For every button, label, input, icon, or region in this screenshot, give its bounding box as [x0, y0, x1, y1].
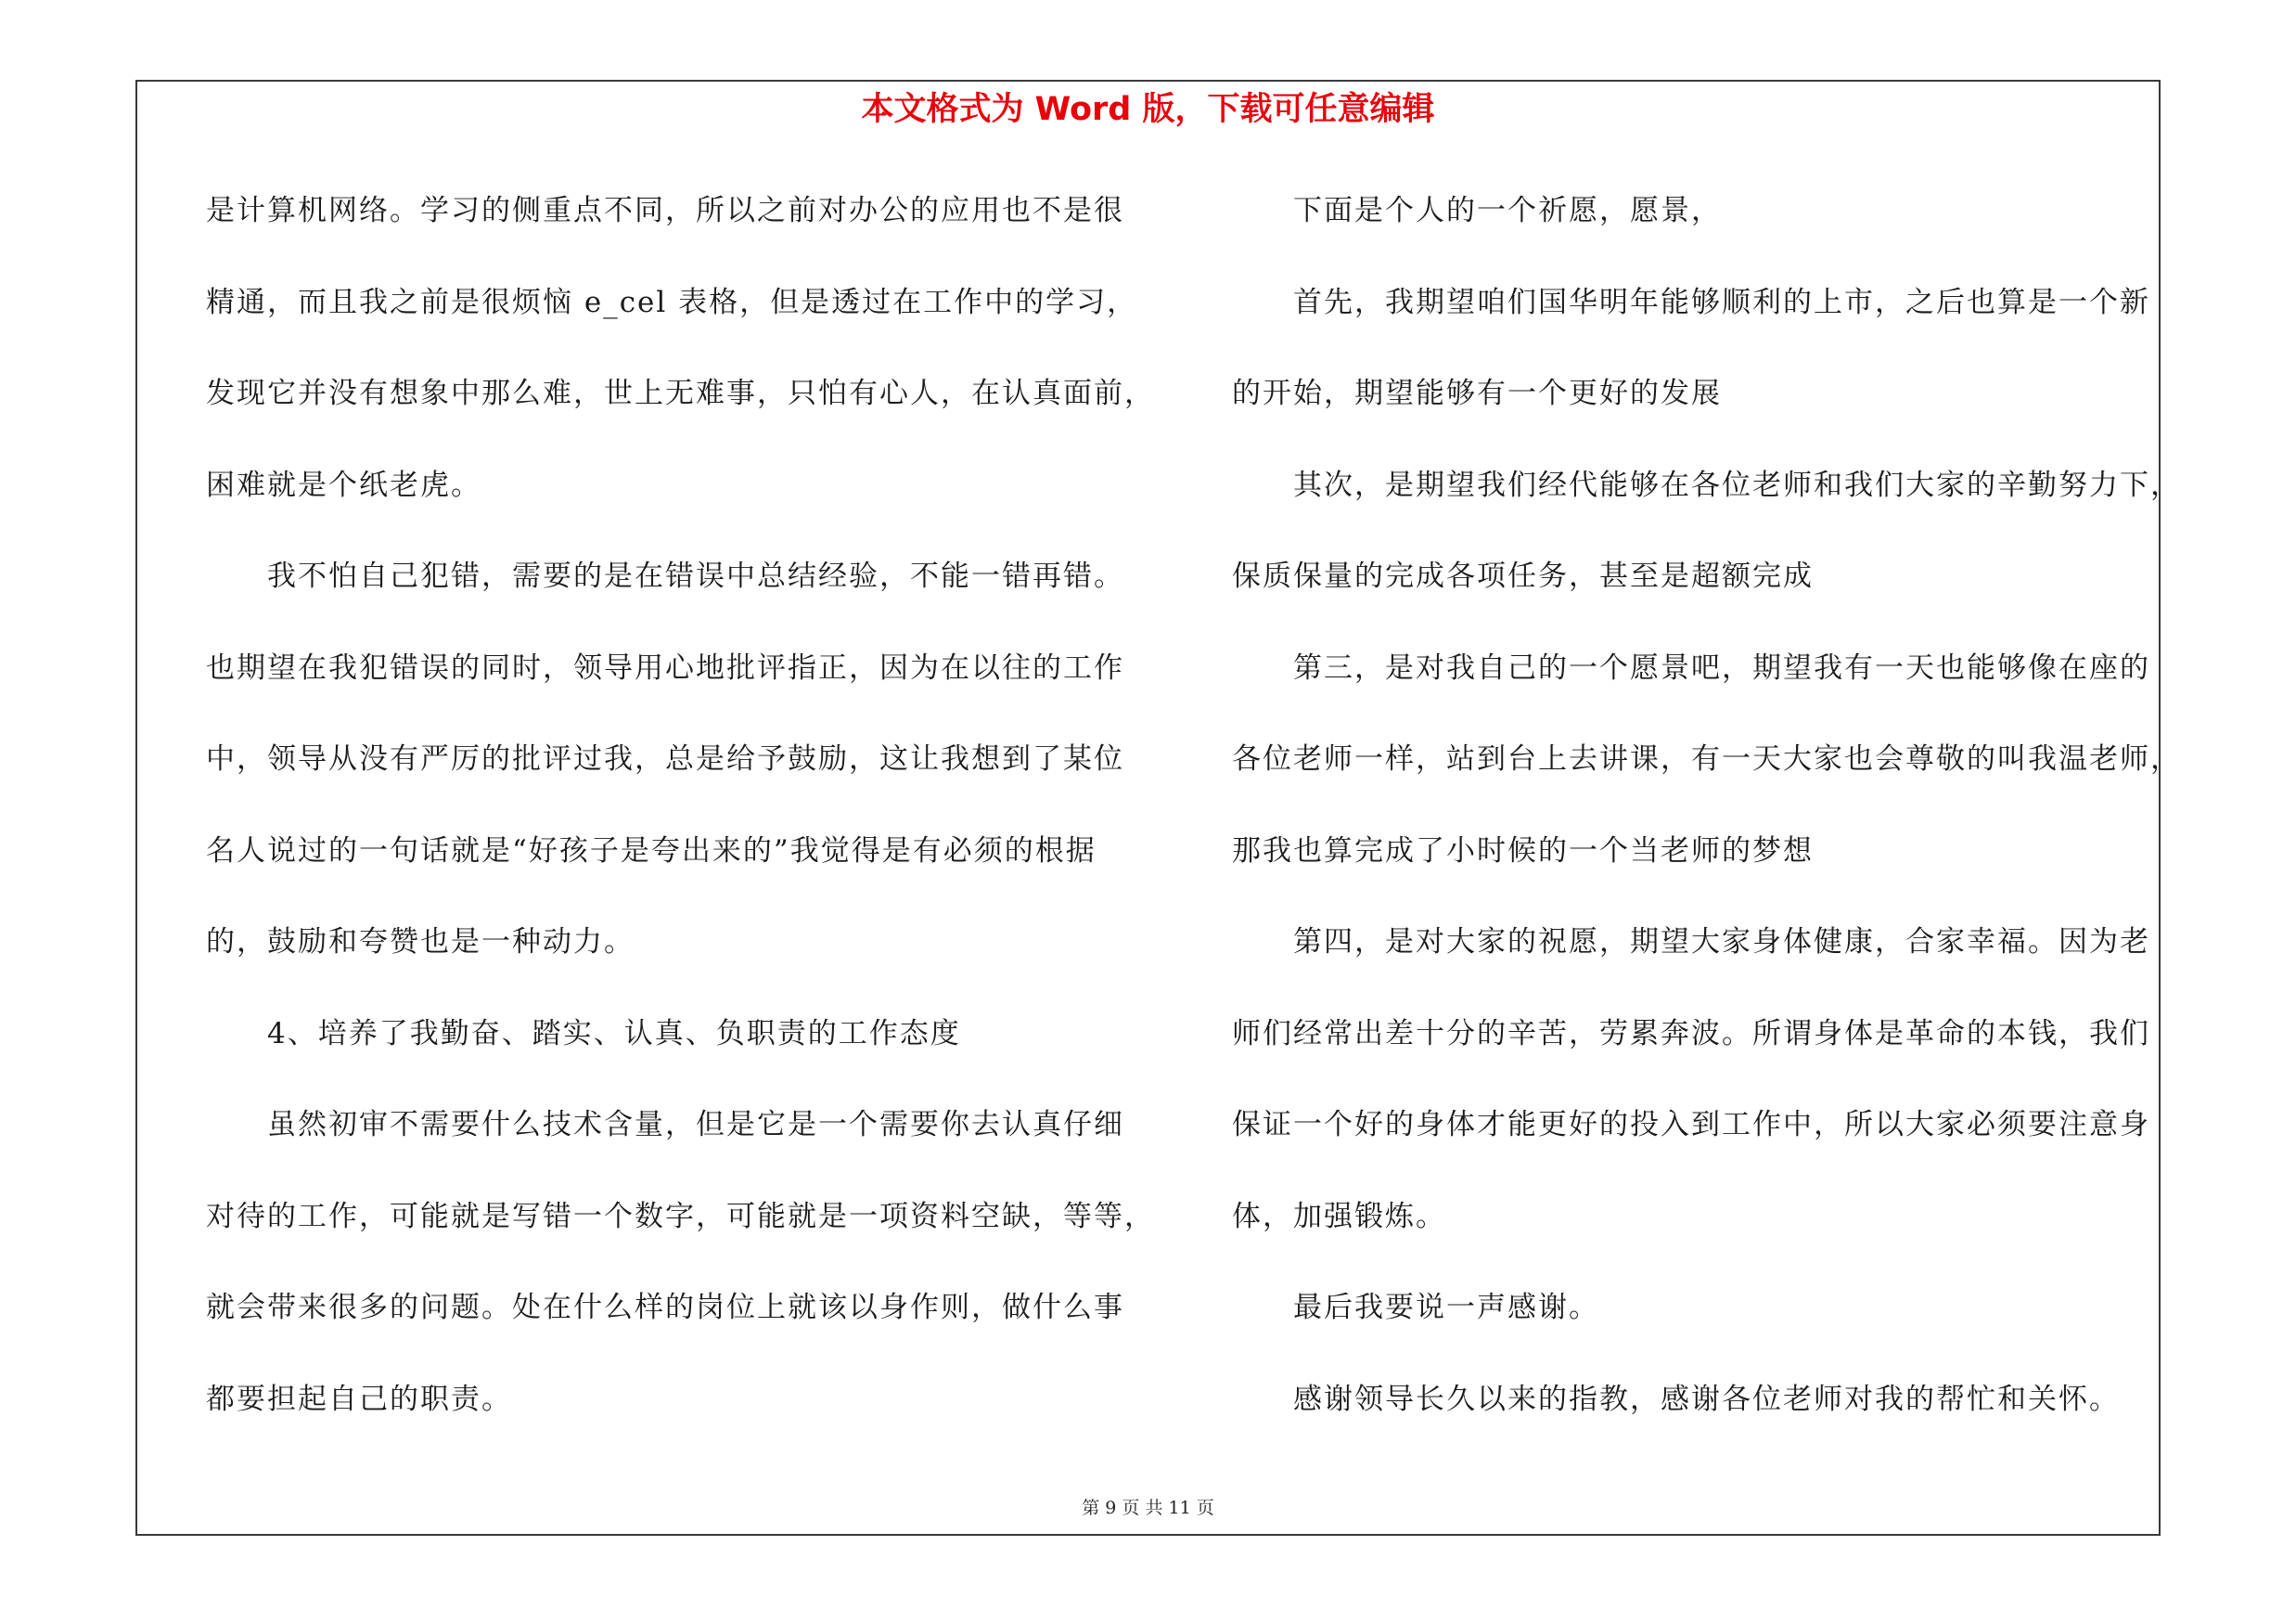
- text-line: 虽然初审不需要什么技术含量，但是它是一个需要你去认真仔细: [267, 1108, 1124, 1141]
- text-line: 第三，是对我自己的一个愿景吧，期望我有一天也能够像在座的: [1293, 650, 2150, 685]
- text-line: 也期望在我犯错误的同时，领导用心地批评指正，因为在以往的工作: [206, 650, 1124, 685]
- text-line: 体，加强锻炼。: [1232, 1199, 1446, 1233]
- word-format-banner: 本文格式为 Word 版，下载可任意编辑: [861, 91, 1435, 128]
- text-line: 保质保量的完成各项任务，甚至是超额完成: [1232, 560, 1814, 593]
- text-line: 那我也算完成了小时候的一个当老师的梦想: [1232, 833, 1814, 868]
- text-line: 就会带来很多的问题。处在什么样的岗位上就该以身作则，做什么事: [206, 1291, 1124, 1324]
- text-line: 的开始，期望能够有一个更好的发展: [1232, 377, 1722, 410]
- text-line: 名人说过的一句话就是“好孩子是夸出来的”我觉得是有必须的根据: [206, 833, 1097, 868]
- text-line: 首先，我期望咱们国华明年能够顺利的上市，之后也算是一个新: [1293, 285, 2150, 319]
- text-line: 中，领导从没有严厉的批评过我，总是给予鼓励，这让我想到了某位: [206, 742, 1124, 776]
- text-line: 精通，而且我之前是很烦恼 e_cel 表格，但是透过在工作中的学习，: [206, 285, 1138, 319]
- text-line: 保证一个好的身体才能更好的投入到工作中，所以大家必须要注意身: [1232, 1108, 2150, 1141]
- text-line: 的，鼓励和夸赞也是一种动力。: [206, 925, 635, 959]
- text-line: 第四，是对大家的祝愿，期望大家身体健康，合家幸福。因为老: [1293, 925, 2150, 959]
- text-line: 其次，是期望我们经代能够在各位老师和我们大家的辛勤努力下，: [1293, 468, 2181, 502]
- left-text-column: [206, 181, 1155, 1461]
- text-line: 感谢领导长久以来的指教，感谢各位老师对我的帮忙和关怀。: [1293, 1382, 2120, 1416]
- text-line: 发现它并没有想象中那么难，世上无难事，只怕有心人，在认真面前，: [206, 377, 1155, 410]
- text-line: 都要担起自己的职责。: [206, 1382, 512, 1416]
- text-line: 我不怕自己犯错，需要的是在错误中总结经验，不能一错再错。: [267, 560, 1124, 593]
- text-line: 4、培养了我勤奋、踏实、认真、负职责的工作态度: [267, 1016, 961, 1050]
- page-number-footer: 第 9 页 共 11 页: [1082, 1498, 1214, 1518]
- text-line: 最后我要说一声感谢。: [1293, 1291, 1599, 1324]
- text-line: 对待的工作，可能就是写错一个数字，可能就是一项资料空缺，等等，: [206, 1199, 1155, 1233]
- text-line: 下面是个人的一个祈愿，愿景，: [1293, 194, 1722, 227]
- text-line: 各位老师一样，站到台上去讲课，有一天大家也会尊敬的叫我温老师，: [1232, 742, 2181, 776]
- text-line: 是计算机网络。学习的侧重点不同，所以之前对办公的应用也不是很: [206, 194, 1124, 227]
- right-text-column: [1232, 181, 2181, 1461]
- text-line: 困难就是个纸老虎。: [206, 468, 481, 502]
- text-line: 师们经常出差十分的辛苦，劳累奔波。所谓身体是革命的本钱，我们: [1232, 1016, 2150, 1050]
